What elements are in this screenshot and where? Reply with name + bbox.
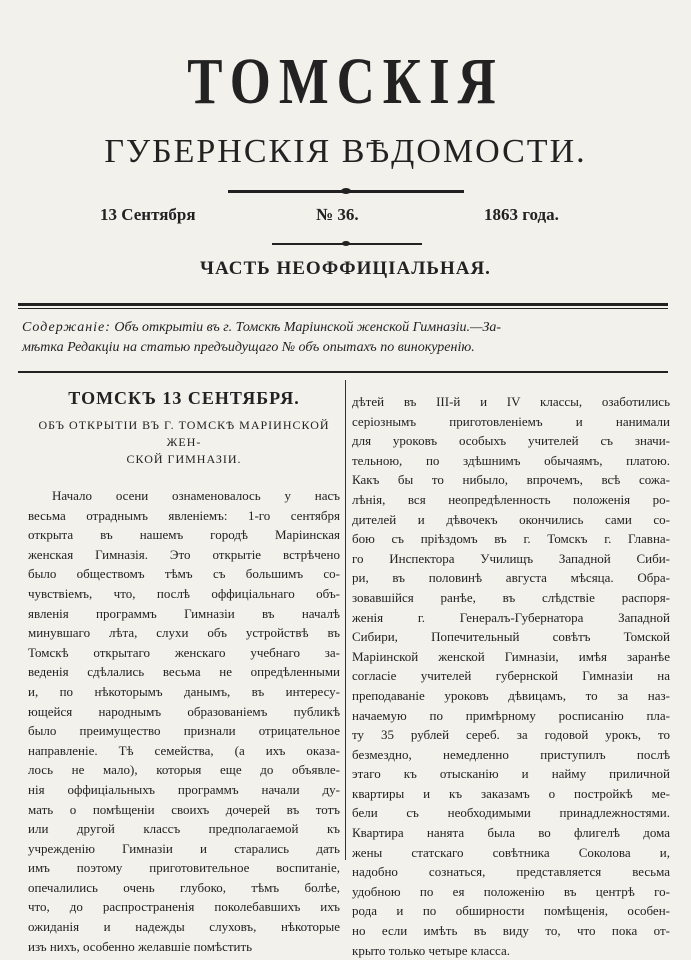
issue-date: 13 Сентября (100, 205, 196, 224)
article-title (28, 417, 340, 468)
contents-label: Содержаніе: (22, 320, 111, 335)
ornament-dot (342, 241, 350, 246)
text-line: женія г. Генералъ-Губернатора Западной (352, 609, 670, 625)
contents-line: мѣтка Редакціи на статью предъидущаго № объ опытахъ по винокуренію. (22, 340, 475, 355)
divider-rule (18, 308, 668, 309)
text-line: дителей и дѣвочекъ окончились сами со- (352, 511, 670, 527)
column-divider (345, 380, 346, 860)
text-line: удобною по ея положенію въ центрѣ го- (352, 883, 670, 899)
text-line: крыто только четыре класса. (352, 942, 511, 958)
text-line: рода и по обширности помѣщенія, особен- (352, 903, 670, 919)
text-line: бели съ необходимыми принадлежностями. (352, 805, 670, 821)
text-line: квартиры и къ заказамъ о постройкѣ ме- (352, 785, 670, 801)
text-line: жены статскаго совѣтника Соколова и, (352, 844, 670, 860)
text-line: имъ поэтому приготовительное воспитаніе, (28, 860, 340, 876)
left-column (28, 382, 340, 956)
text-line: веденія сдѣлались весьма не опредѣленными (28, 664, 340, 680)
masthead-subtitle: ГУБЕРНСКІЯ ВѢДОМОСТИ. (104, 133, 587, 170)
text-line: было преимущество признали отрицательное (28, 723, 340, 739)
text-line: ожиданія и надежды слуховъ, нѣкоторые (28, 919, 340, 935)
text-line: бою съ пріѣздомъ въ г. Томскъ г. Главна- (352, 531, 670, 547)
text-line: что, до распространенія поколебавшихъ ихъ (28, 899, 340, 915)
text-line: чувствіемъ, что, послѣ оффиціальнаго объ- (28, 585, 340, 601)
text-line: лось не мало), которыя еще до объявле- (28, 762, 340, 778)
text-line: нія оффиціальныхъ программъ начали ду- (28, 781, 340, 797)
text-line: надобно сознаться, представляется весьма (352, 864, 670, 880)
text-line: этаго къ отысканію и найму приличной (352, 766, 670, 782)
article-title-line: ОБЪ ОТКРЫТІИ ВЪ Г. ТОМСКѢ МАРІИНСКОЙ ЖЕН- (38, 418, 330, 449)
text-line: женская Гимназія. Это открытіе встрѣчено (28, 546, 340, 562)
text-line: минувшаго лѣта, слухи объ устройствѣ въ (28, 625, 340, 641)
text-line: начаемую по примѣрному росписанію пла- (352, 707, 670, 723)
text-line: для уроковъ особыхъ учителей съ значи- (352, 433, 670, 449)
text-line: ту 35 рублей сереб. за годовой урокъ, то (352, 727, 670, 743)
text-line: учрежденію Гимназіи и старались дать (28, 840, 340, 856)
contents-line: Объ открытіи въ г. Томскѣ Маріинской женской Гимназіи.—За- (114, 320, 502, 335)
text-line: дѣтей въ III-й и IV классы, озаботились (352, 394, 670, 409)
text-line: Томскѣ открытаго женскаго учебнаго за- (28, 644, 340, 660)
masthead-title: ТОМСКІЯ (187, 45, 504, 118)
article-title-line: СКОЙ ГИМНАЗІИ. (126, 452, 242, 466)
divider-rule (18, 371, 668, 373)
ornament-dot (341, 188, 351, 194)
text-line: но если имѣть въ виду то, что пока от- (352, 923, 670, 939)
text-line: преподаваніе уроковъ дѣвицамъ, то за наз- (352, 687, 670, 703)
text-line: тельною, по здѣшнимъ обычаямъ, платою. (352, 452, 670, 468)
article-dateline: ТОМСКЪ 13 СЕНТЯБРЯ. (68, 388, 300, 408)
text-line: ющейся народнымъ образованіемъ публикѣ (28, 703, 340, 719)
text-line: Маріинской женской Гимназіи, имѣя заранѣе (352, 648, 670, 664)
text-line: безмездно, немедленно приступилъ послѣ (352, 746, 670, 762)
text-line: направленіе. Тѣ семейства, (а ихъ оказа- (28, 742, 340, 758)
text-line: опечалились очень глубоко, тѣмъ болѣе, (28, 879, 340, 895)
text-line: и, по нѣкоторымъ данымъ, въ интересу- (28, 683, 340, 699)
text-line: изъ нихъ, особенно желавшіе помѣстить (28, 938, 253, 954)
issue-number: № 36. (316, 205, 359, 224)
right-column (352, 392, 670, 960)
contents-block (22, 318, 670, 358)
text-line: Квартира нанята была во флигелѣ дома (352, 825, 670, 841)
text-line: согласіе учителей губернской Гимназіи на (352, 668, 670, 684)
text-line: ри, въ половинѣ августа мѣсяца. Обра- (352, 570, 670, 586)
text-line: го Инспектора Училищъ Западной Сиби- (352, 550, 670, 566)
text-line: весьма отраднымъ явленіемъ: 1-го сентября (28, 507, 340, 523)
text-line: лѣнія, вся неопредѣленность положенія ро- (352, 491, 670, 507)
text-line: зовавшійся ранѣе, въ слѣдствіе распоря- (352, 589, 670, 605)
text-line: Начало осени ознаменовалось у насъ (52, 488, 340, 503)
text-line: было обществомъ тѣмъ съ большимъ со- (28, 566, 340, 582)
text-line: Какъ бы то нибыло, впрочемъ, всѣ сожа- (352, 472, 670, 488)
section-title: ЧАСТЬ НЕОФФИЦІАЛЬНАЯ. (200, 258, 491, 279)
article-body (352, 392, 670, 960)
text-line: мать о помѣщеніи своихъ дочерей въ тотъ (28, 801, 340, 817)
text-line: явленія программъ Гимназіи въ началѣ (28, 605, 340, 621)
article-body (28, 486, 340, 956)
issue-year: 1863 года. (484, 205, 559, 224)
divider-rule (18, 303, 668, 306)
text-line: открыта въ нашемъ городѣ Маріинская (28, 527, 340, 543)
text-line: Сибири, Попечительный совѣтъ Томской (352, 629, 670, 645)
text-line: серіознымъ приготовленіемъ и нанимали (352, 413, 670, 429)
text-line: или другой классъ предполагаемой къ (28, 821, 340, 837)
